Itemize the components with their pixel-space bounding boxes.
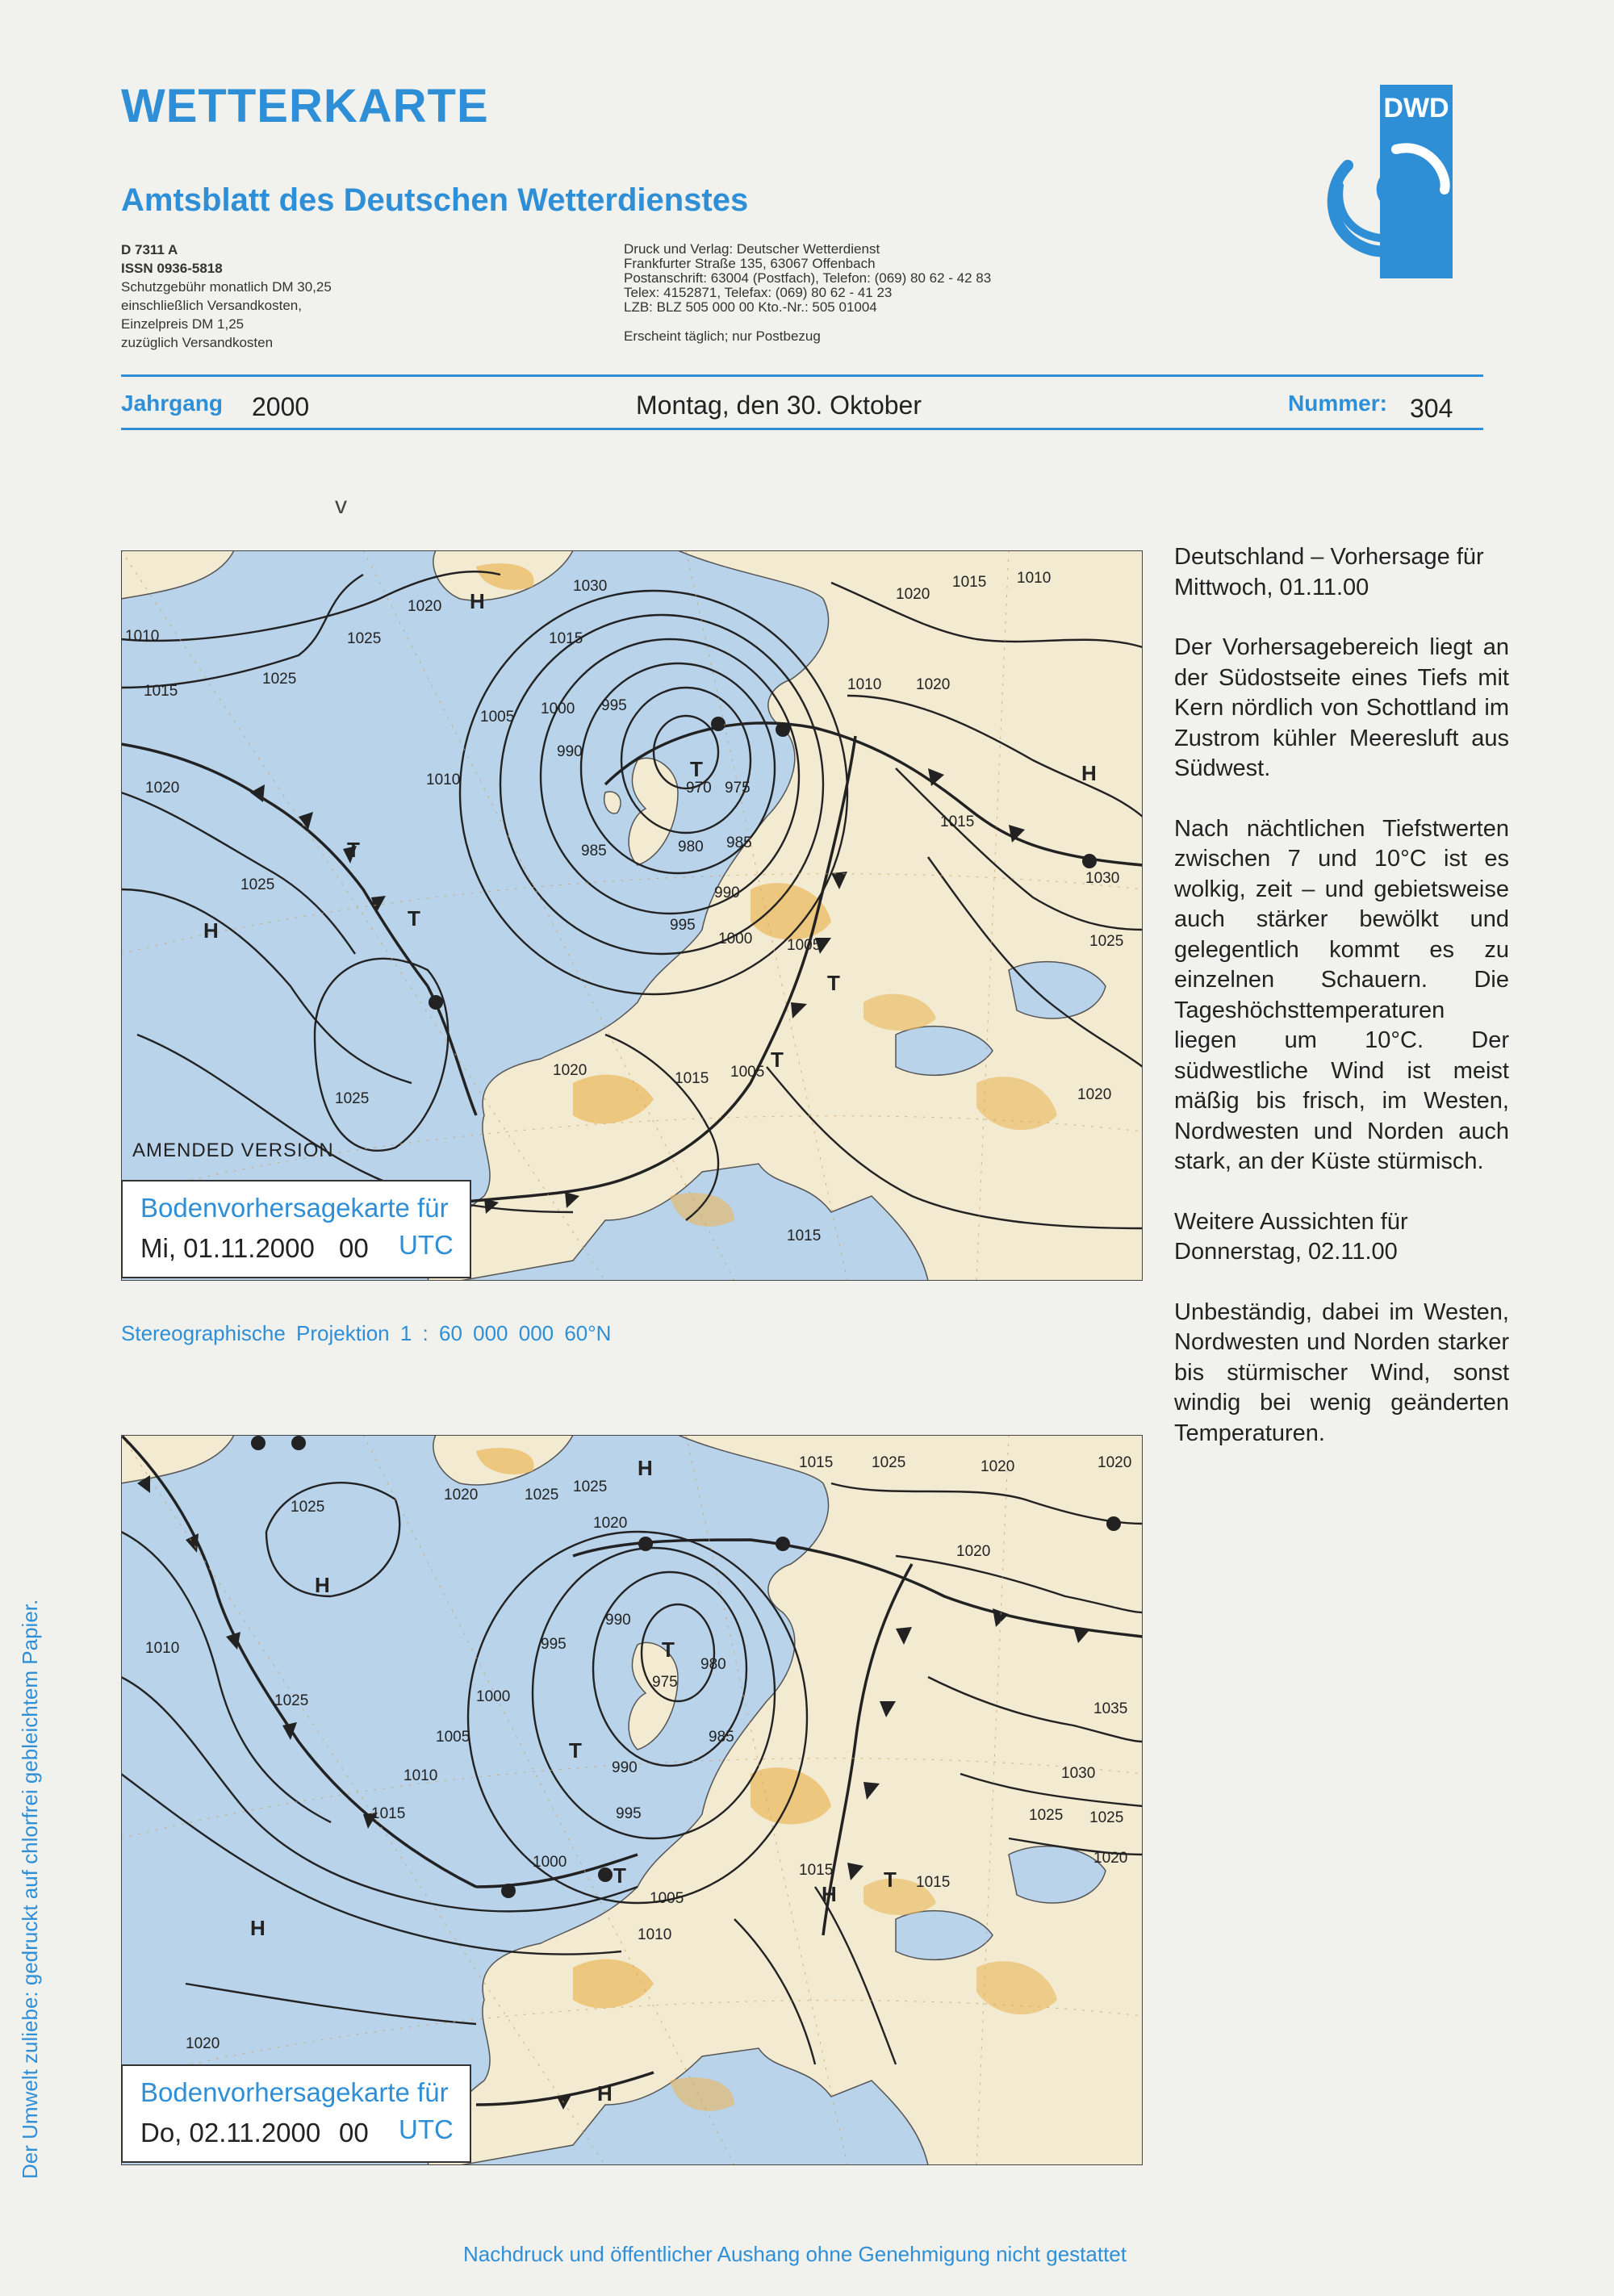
isobar-label: 1020 (916, 676, 951, 693)
isobar-label: 1025 (1089, 933, 1124, 950)
legend-title: Bodenvorhersagekarte für (140, 1193, 449, 1223)
forecast-paragraph: Der Vorhersagebereich liegt an der Südostseite eines Tiefs mit Kern nördlich von Schottland im Zustrom kühler Meeresluft aus Südwest. (1174, 634, 1509, 781)
isobar-label: 1025 (262, 671, 297, 688)
isobar-label: 1025 (525, 1487, 559, 1503)
issn: ISSN 0936-5818 (121, 261, 223, 276)
isobar-label: 1020 (1077, 1086, 1112, 1103)
isobar-label: 1005 (787, 937, 822, 954)
publisher-info (624, 242, 991, 344)
publication-code: D 7311 A (121, 242, 178, 257)
isobar-label: 1025 (335, 1090, 370, 1107)
high-pressure-label: H (203, 918, 219, 943)
low-pressure-label: T (613, 1863, 626, 1888)
isobar-label: 975 (652, 1674, 678, 1691)
isobar-label: 995 (670, 917, 696, 934)
isobar-label: 1015 (144, 683, 178, 700)
isobar-label: 1025 (1089, 1809, 1124, 1826)
isobar-label: 980 (678, 839, 704, 855)
high-pressure-label: H (470, 589, 485, 613)
page-subtitle: Amtsblatt des Deutschen Wetterdienstes (121, 182, 749, 218)
high-pressure-label: H (315, 1573, 330, 1597)
isobar-label: 990 (714, 885, 740, 901)
isobar-label: 1025 (1029, 1807, 1064, 1824)
isobar-label: 980 (700, 1656, 726, 1673)
isobar-label: 1025 (274, 1692, 309, 1709)
isobar-label: 975 (725, 780, 751, 797)
isobar-label: 1030 (1061, 1765, 1096, 1782)
page-title: WETTERKARTE (121, 80, 489, 132)
publisher-line: LZB: BLZ 505 000 00 Kto.-Nr.: 505 01004 (624, 299, 877, 315)
isobar-label: 1010 (145, 1640, 180, 1657)
isobar-label: 990 (605, 1612, 631, 1629)
outlook-paragraph: Unbeständig, dabei im Westen, Nordwesten und Norden starker bis stürmischer Wind, sonst windig bei wenig geänderten Temperaturen. (1174, 1299, 1509, 1446)
isobar-label: 1020 (1098, 1454, 1132, 1471)
jahrgang-value: 2000 (252, 392, 310, 421)
isobar-label: 1005 (650, 1890, 684, 1907)
isobar-label: 1020 (553, 1062, 587, 1079)
handwritten-tick: v (335, 492, 347, 519)
weather-map-thursday (121, 1435, 1143, 2165)
jahrgang-label: Jahrgang (121, 391, 224, 416)
low-pressure-label: T (569, 1738, 582, 1763)
isobar-label: 1020 (186, 2035, 220, 2052)
isobar-label: 995 (616, 1805, 642, 1822)
isobar-label: 970 (686, 780, 712, 797)
isobar-label: 995 (541, 1636, 567, 1653)
publication-info (121, 240, 332, 352)
publisher-line: Telex: 4152871, Telefax: (069) 80 62 - 41 23 (624, 285, 893, 300)
fee-line: zuzüglich Versandkosten (121, 335, 274, 350)
forecast-text (1174, 542, 1509, 1478)
isobar-label: 1020 (1093, 1850, 1128, 1867)
map-graphic (121, 550, 1143, 1281)
isobar-label: 1020 (896, 586, 930, 603)
isobar-label: 1000 (541, 701, 575, 717)
isobar-label: 1010 (1017, 570, 1052, 587)
isobar-label: 1030 (1085, 870, 1120, 887)
isobar-label: 1015 (799, 1862, 834, 1879)
header-rule-top (121, 374, 1483, 377)
fee-line: einschließlich Versandkosten, (121, 298, 302, 313)
outlook-heading: Weitere Aussichten für Donnerstag, 02.11.00 (1174, 1208, 1408, 1265)
isobar-label: 1000 (718, 931, 753, 947)
low-pressure-label: T (690, 757, 703, 781)
weather-map-wednesday (121, 550, 1143, 1281)
map-graphic (121, 1435, 1143, 2165)
isobar-label: 1010 (847, 676, 882, 693)
isobar-label: 1030 (573, 578, 608, 595)
low-pressure-label: T (347, 838, 360, 862)
environment-note: Der Umwelt zuliebe: gedruckt auf chlorfrei gebleichtem Papier. (18, 1599, 42, 2179)
legend-utc: UTC (399, 1230, 454, 1260)
publisher-line: Erscheint täglich; nur Postbezug (624, 328, 821, 344)
forecast-paragraph: Nach nächtlichen Tiefstwerten zwischen 7 und 10°C ist es wolkig, zeit – und gebietsweise auch stärker bewölkt und gelegentlich kommt es zu einzelnen Schauern. Die Tageshöchsttemperaturen liegen um 10°C. Der südwestliche Wind ist meist mäßig bis frisch, im Westen, Nordwesten und Norden auch stark, an der Küste stürmisch. (1174, 815, 1509, 1174)
isobar-label: 985 (726, 834, 752, 851)
publisher-line: Frankfurter Straße 135, 63067 Offenbach (624, 256, 876, 271)
isobar-label: 990 (612, 1759, 638, 1776)
isobar-label: 1015 (787, 1227, 822, 1244)
isobar-label: 1025 (240, 876, 275, 893)
legend-hour: 00 (339, 1233, 369, 1263)
isobar-label: 1010 (404, 1767, 438, 1784)
legend-utc: UTC (399, 2114, 454, 2144)
legend-date: Mi, 01.11.2000 (140, 1233, 315, 1263)
isobar-label: 1020 (981, 1458, 1015, 1475)
fee-line: Schutzgebühr monatlich DM 30,25 (121, 279, 332, 295)
low-pressure-label: T (771, 1048, 784, 1072)
isobar-label: 1015 (916, 1874, 951, 1891)
isobar-label: 1025 (347, 630, 382, 647)
isobar-label: 990 (557, 743, 583, 760)
isobar-label: 1015 (549, 630, 583, 647)
isobar-label: 985 (581, 843, 607, 859)
isobar-label: 1015 (940, 813, 975, 830)
isobar-label: 1000 (533, 1854, 567, 1871)
high-pressure-label: H (597, 2081, 613, 2106)
isobar-label: 1010 (125, 628, 160, 645)
isobar-label: 1020 (956, 1543, 991, 1560)
low-pressure-label: T (884, 1867, 897, 1892)
nummer-label: Nummer: (1288, 391, 1387, 416)
forecast-heading: Deutschland – Vorhersage für Mittwoch, 01.11.00 (1174, 544, 1484, 600)
amended-version-label: AMENDED VERSION (132, 1140, 334, 1161)
isobar-label: 1005 (730, 1064, 765, 1081)
map-legend-box (121, 2064, 471, 2163)
isobar-label: 1010 (426, 772, 461, 788)
legend-title: Bodenvorhersagekarte für (140, 2077, 449, 2107)
nummer-value: 304 (1410, 394, 1453, 423)
isobar-label: 1010 (638, 1926, 672, 1943)
logo-text: DWD (1383, 93, 1449, 123)
isobar-label: 1015 (675, 1070, 709, 1087)
high-pressure-label: H (1081, 761, 1097, 785)
fee-line: Einzelpreis DM 1,25 (121, 316, 245, 332)
high-pressure-label: H (638, 1456, 653, 1480)
legend-date: Do, 02.11.2000 (140, 2118, 321, 2148)
projection-note: Stereographische Projektion 1 : 60 000 000 60°N (121, 1321, 612, 1345)
legend-hour: 00 (339, 2118, 369, 2148)
high-pressure-label: H (822, 1882, 837, 1906)
isobar-label: 1020 (444, 1487, 479, 1503)
dwd-logo (1315, 85, 1453, 278)
high-pressure-label: H (250, 1916, 266, 1940)
map-legend-box (121, 1180, 471, 1278)
low-pressure-label: T (662, 1637, 675, 1662)
isobar-label: 1015 (952, 574, 987, 591)
isobar-label: 1020 (593, 1515, 628, 1532)
publisher-line: Postanschrift: 63004 (Postfach), Telefon: (069) 80 62 - 42 83 (624, 270, 992, 286)
low-pressure-label: T (408, 906, 420, 931)
issue-date: Montag, den 30. Oktober (636, 391, 922, 420)
isobar-label: 1025 (872, 1454, 906, 1471)
isobar-label: 1005 (436, 1729, 470, 1746)
isobar-label: 1025 (573, 1478, 608, 1495)
header-rule-bottom (121, 428, 1483, 430)
isobar-label: 1025 (291, 1499, 325, 1516)
isobar-label: 1015 (799, 1454, 834, 1471)
isobar-label: 1020 (145, 780, 180, 797)
isobar-label: 1020 (408, 598, 442, 615)
isobar-label: 985 (709, 1729, 734, 1746)
isobar-label: 1035 (1093, 1700, 1128, 1717)
isobar-label: 1000 (476, 1688, 511, 1705)
footer-note: Nachdruck und öffentlicher Aushang ohne Genehmigung nicht gestattet (463, 2242, 1127, 2266)
isobar-label: 1015 (371, 1805, 406, 1822)
isobar-label: 1005 (480, 709, 515, 726)
isobar-label: 995 (601, 697, 627, 714)
publisher-line: Druck und Verlag: Deutscher Wetterdienst (624, 241, 880, 257)
low-pressure-label: T (827, 971, 840, 995)
